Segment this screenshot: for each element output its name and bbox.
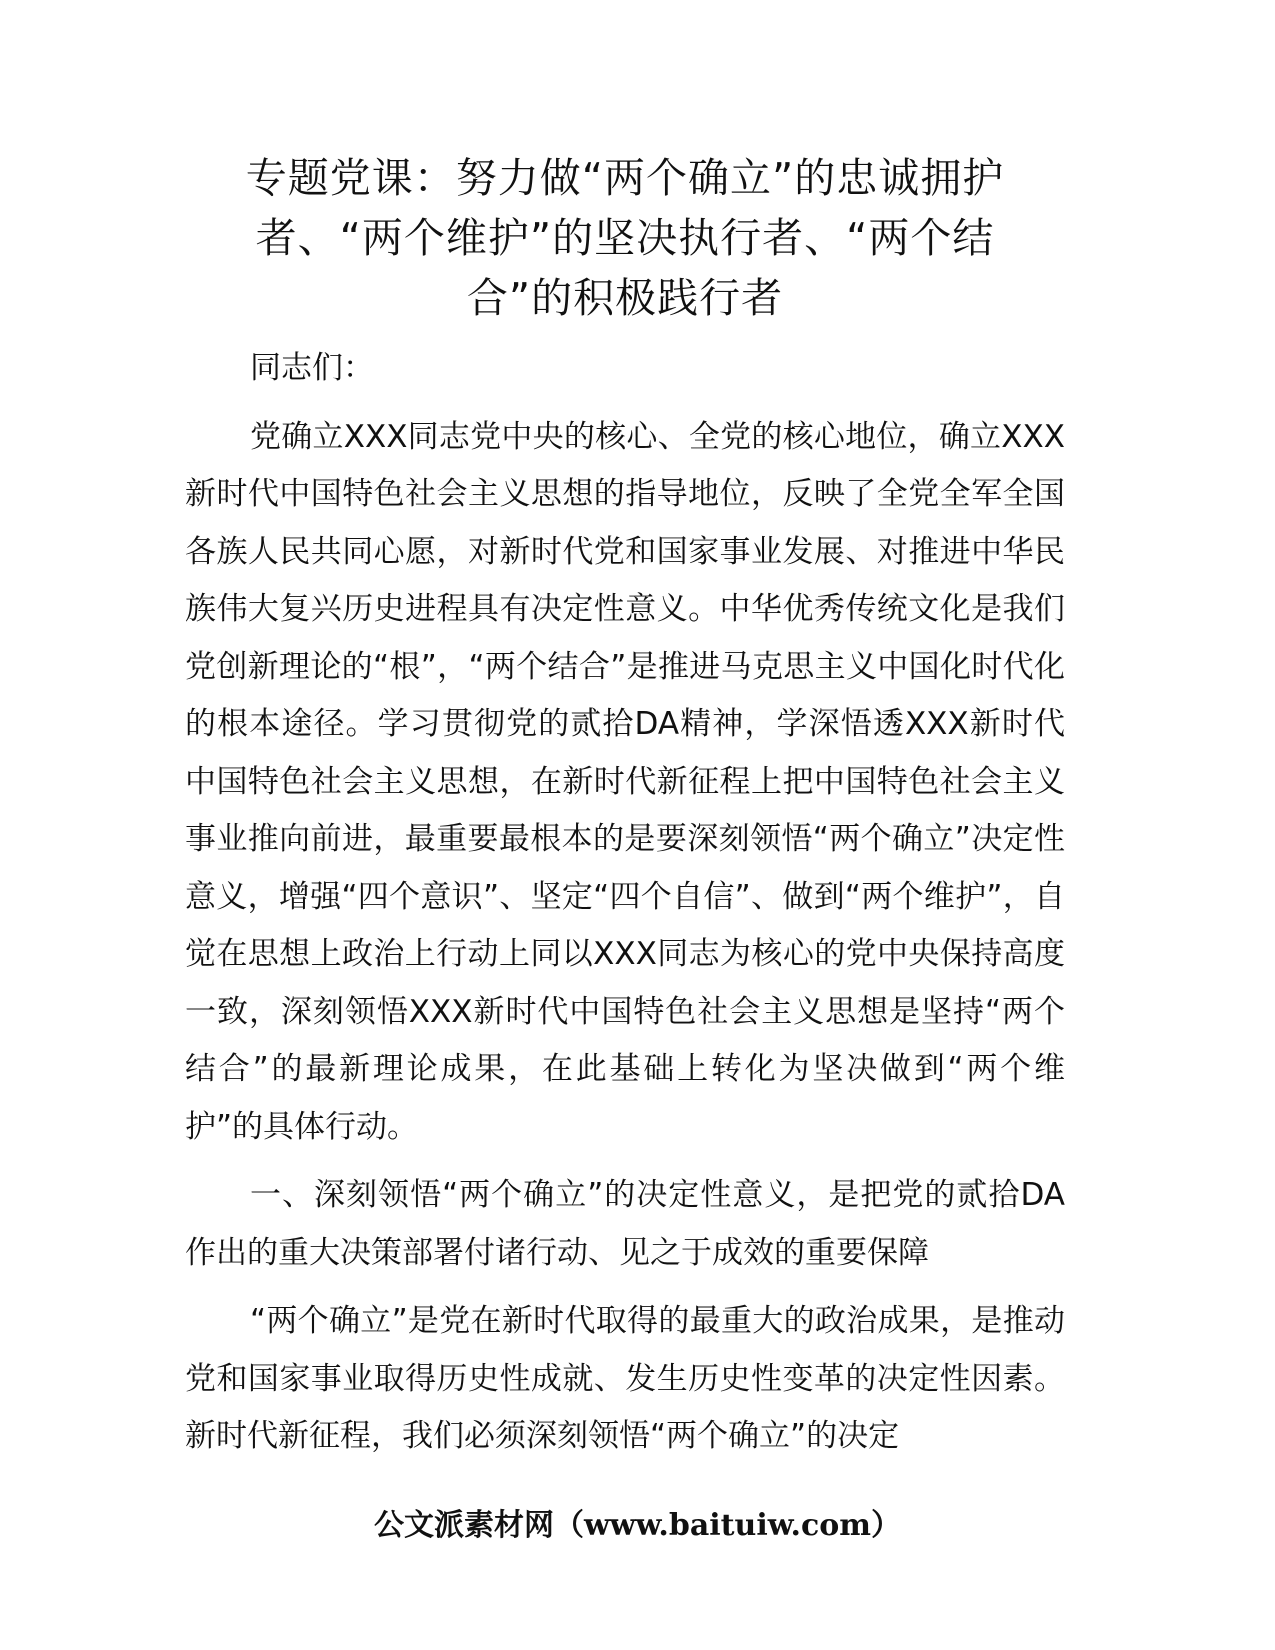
section-heading-1: 一、深刻领悟“两个确立”的决定性意义，是把党的贰拾DA作出的重大决策部署付诸行动、见之于成效的重要保障 [185,1177,1065,1271]
title-line-3: 合”的积极践行者 [466,274,784,322]
title-line-1: 专题党课：努力做“两个确立”的忠诚拥护 [245,154,1005,202]
document-title [185,148,1065,328]
section-1-paragraph: “两个确立”是党在新时代取得的最重大的政治成果，是推动党和国家事业取得历史性成就、发生历史性变革的决定性因素。新时代新征程，我们必须深刻领悟“两个确立”的决定 [185,1303,1065,1454]
title-line-2: 者、“两个维护”的坚决执行者、“两个结 [255,214,995,262]
intro-paragraph: 党确立XXX同志党中央的核心、全党的核心地位，确立XXX新时代中国特色社会主义思想的指导地位，反映了全党全军全国各族人民共同心愿，对新时代党和国家事业发展、对推进中华民族伟大复兴历史进程具有决定性意义。中华优秀传统文化是我们党创新理论的“根”，“两个结合”是推进马克思主义中国化时代化的根本途径。学习贯彻党的贰拾DA精神，学深悟透XXX新时代中国特色社会主义思想，在新时代新征程上把中国特色社会主义事业推向前进，最重要最根本的是要深刻领悟“两个确立”决定性意义，增强“四个意识”、坚定“四个自信”、做到“两个维护”，自觉在思想上政治上行动上同以XXX同志为核心的党中央保持高度一致，深刻领悟XXX新时代中国特色社会主义思想是坚持“两个结合”的最新理论成果，在此基础上转化为坚决做到“两个维护”的具体行动。 [185,418,1065,1145]
document-body [185,340,1065,1471]
greeting-paragraph: 同志们： [250,350,374,386]
footer-watermark: 公文派素材网（www.baituiw.com） [373,1508,902,1543]
